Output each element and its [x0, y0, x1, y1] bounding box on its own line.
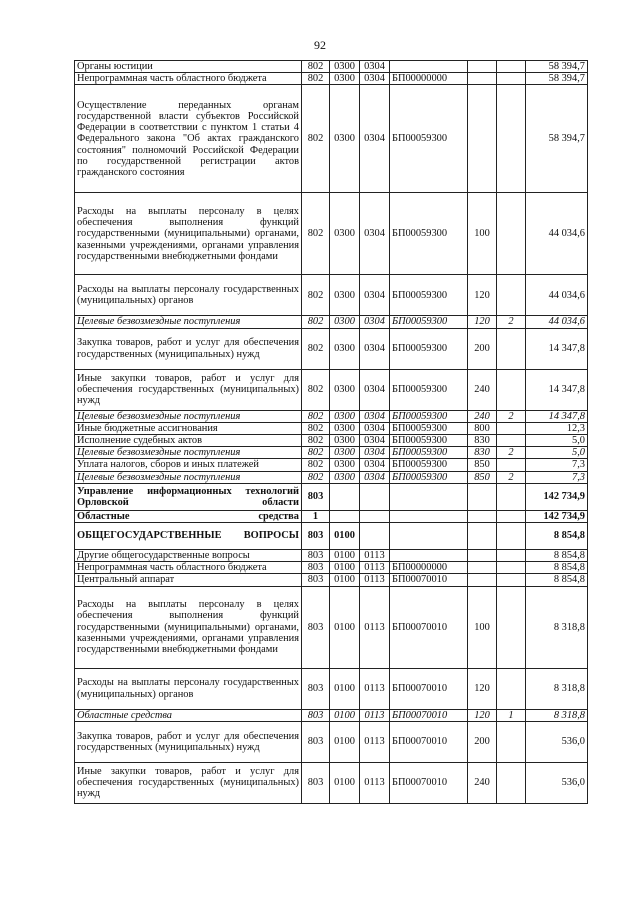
target-article-cell: [390, 550, 468, 562]
section-code-cell: 0300: [330, 459, 360, 471]
table-row: [75, 447, 588, 459]
row-name-cell: Расходы на выплаты персоналу государственных (муниципальных) органов: [75, 275, 302, 316]
source-cell: [497, 562, 526, 574]
amount-cell: 14 347,8: [526, 369, 588, 410]
amount-cell: 142 734,9: [526, 483, 588, 510]
target-article-cell: [390, 523, 468, 550]
target-article-cell: БП00070010: [390, 668, 468, 709]
expense-type-cell: [468, 523, 497, 550]
subsection-code-cell: 0304: [360, 471, 390, 483]
expense-type-cell: 120: [468, 275, 497, 316]
row-name-cell: Целевые безвозмездные поступления: [75, 471, 302, 483]
subsection-code-cell: 0113: [360, 550, 390, 562]
subsection-code-cell: 0113: [360, 762, 390, 803]
section-code-cell: 0100: [330, 574, 360, 586]
ved-code-cell: 803: [302, 574, 330, 586]
row-name-cell: Целевые безвозмездные поступления: [75, 316, 302, 328]
table-row: [75, 550, 588, 562]
table-row: [75, 85, 588, 193]
target-article-cell: БП00059300: [390, 193, 468, 275]
ved-code-cell: 802: [302, 193, 330, 275]
source-cell: [497, 193, 526, 275]
subsection-code-cell: 0113: [360, 709, 390, 721]
ved-code-cell: 802: [302, 328, 330, 369]
ved-code-cell: 802: [302, 459, 330, 471]
row-name-cell: Целевые безвозмездные поступления: [75, 410, 302, 422]
source-cell: [497, 510, 526, 522]
row-name-cell: Областные средства: [75, 510, 302, 522]
ved-code-cell: 802: [302, 369, 330, 410]
table-row: [75, 193, 588, 275]
row-name-cell: Управление информационных технологий Орловской области: [75, 483, 302, 510]
target-article-cell: БП00059300: [390, 471, 468, 483]
amount-cell: 142 734,9: [526, 510, 588, 522]
table-row: [75, 523, 588, 550]
section-code-cell: 0100: [330, 586, 360, 668]
row-name-cell: Целевые безвозмездные поступления: [75, 447, 302, 459]
row-name-cell: Расходы на выплаты персоналу в целях обеспечения выполнения функций государственными (муниципальными) органами, казенными учреждениями, органами управления государственными внебюджетными фондами: [75, 193, 302, 275]
subsection-code-cell: 0304: [360, 459, 390, 471]
target-article-cell: БП00059300: [390, 422, 468, 434]
section-code-cell: 0300: [330, 275, 360, 316]
subsection-code-cell: 0304: [360, 328, 390, 369]
subsection-code-cell: 0304: [360, 410, 390, 422]
section-code-cell: 0100: [330, 562, 360, 574]
subsection-code-cell: 0113: [360, 562, 390, 574]
row-name-cell: Непрограммная часть областного бюджета: [75, 562, 302, 574]
target-article-cell: БП00059300: [390, 328, 468, 369]
ved-code-cell: 802: [302, 435, 330, 447]
page-number: 92: [314, 38, 326, 52]
table-row: [75, 435, 588, 447]
amount-cell: 8 318,8: [526, 668, 588, 709]
section-code-cell: 0300: [330, 316, 360, 328]
target-article-cell: БП00070010: [390, 709, 468, 721]
source-cell: [497, 586, 526, 668]
row-name-cell: Закупка товаров, работ и услуг для обеспечения государственных (муниципальных) нужд: [75, 721, 302, 762]
target-article-cell: БП00059300: [390, 410, 468, 422]
row-name-cell: Органы юстиции: [75, 61, 302, 73]
section-code-cell: [330, 510, 360, 522]
table-row: [75, 668, 588, 709]
subsection-code-cell: [360, 483, 390, 510]
expense-type-cell: 800: [468, 422, 497, 434]
ved-code-cell: 802: [302, 61, 330, 73]
section-code-cell: 0300: [330, 61, 360, 73]
ved-code-cell: 802: [302, 73, 330, 85]
section-code-cell: 0300: [330, 193, 360, 275]
budget-table: [74, 60, 588, 804]
amount-cell: 7,3: [526, 459, 588, 471]
subsection-code-cell: 0304: [360, 275, 390, 316]
target-article-cell: [390, 510, 468, 522]
source-cell: 1: [497, 709, 526, 721]
section-code-cell: 0100: [330, 709, 360, 721]
amount-cell: 12,3: [526, 422, 588, 434]
source-cell: [497, 422, 526, 434]
ved-code-cell: 802: [302, 471, 330, 483]
table-row: [75, 73, 588, 85]
row-name-cell: Уплата налогов, сборов и иных платежей: [75, 459, 302, 471]
expense-type-cell: 850: [468, 471, 497, 483]
source-cell: 2: [497, 410, 526, 422]
amount-cell: 8 854,8: [526, 574, 588, 586]
ved-code-cell: 803: [302, 762, 330, 803]
amount-cell: 8 318,8: [526, 586, 588, 668]
table-row: [75, 422, 588, 434]
row-name-cell: Закупка товаров, работ и услуг для обеспечения государственных (муниципальных) нужд: [75, 328, 302, 369]
expense-type-cell: 200: [468, 721, 497, 762]
section-code-cell: 0300: [330, 73, 360, 85]
table-row: [75, 762, 588, 803]
target-article-cell: БП00059300: [390, 447, 468, 459]
row-name-cell: Иные бюджетные ассигнования: [75, 422, 302, 434]
amount-cell: 8 854,8: [526, 562, 588, 574]
section-code-cell: 0100: [330, 523, 360, 550]
subsection-code-cell: 0113: [360, 574, 390, 586]
table-row: [75, 316, 588, 328]
row-name-cell: Областные средства: [75, 709, 302, 721]
ved-code-cell: 803: [302, 709, 330, 721]
target-article-cell: БП00059300: [390, 275, 468, 316]
amount-cell: 14 347,8: [526, 328, 588, 369]
subsection-code-cell: [360, 523, 390, 550]
expense-type-cell: 120: [468, 668, 497, 709]
source-cell: [497, 574, 526, 586]
source-cell: 2: [497, 471, 526, 483]
subsection-code-cell: 0304: [360, 447, 390, 459]
target-article-cell: [390, 483, 468, 510]
ved-code-cell: 1: [302, 510, 330, 522]
section-code-cell: 0100: [330, 721, 360, 762]
section-code-cell: 0300: [330, 435, 360, 447]
source-cell: [497, 550, 526, 562]
target-article-cell: БП00070010: [390, 574, 468, 586]
expense-type-cell: 120: [468, 709, 497, 721]
section-code-cell: 0100: [330, 668, 360, 709]
expense-type-cell: [468, 562, 497, 574]
table-row: [75, 709, 588, 721]
target-article-cell: БП00070010: [390, 721, 468, 762]
row-name-cell: Расходы на выплаты персоналу государственных (муниципальных) органов: [75, 668, 302, 709]
target-article-cell: БП00059300: [390, 459, 468, 471]
amount-cell: 536,0: [526, 762, 588, 803]
source-cell: [497, 275, 526, 316]
subsection-code-cell: 0304: [360, 435, 390, 447]
row-name-cell: Расходы на выплаты персоналу в целях обеспечения выполнения функций государственными (муниципальными) органами, казенными учреждениями, органами управления государственными внебюджетными фондами: [75, 586, 302, 668]
subsection-code-cell: 0304: [360, 193, 390, 275]
section-code-cell: 0300: [330, 422, 360, 434]
table-row: [75, 483, 588, 510]
expense-type-cell: [468, 510, 497, 522]
target-article-cell: БП00059300: [390, 369, 468, 410]
ved-code-cell: 803: [302, 550, 330, 562]
amount-cell: 44 034,6: [526, 193, 588, 275]
source-cell: [497, 523, 526, 550]
target-article-cell: БП00059300: [390, 316, 468, 328]
section-code-cell: 0300: [330, 369, 360, 410]
subsection-code-cell: 0113: [360, 586, 390, 668]
table-row: [75, 61, 588, 73]
ved-code-cell: 802: [302, 85, 330, 193]
ved-code-cell: 803: [302, 523, 330, 550]
target-article-cell: БП00070010: [390, 586, 468, 668]
subsection-code-cell: 0113: [360, 721, 390, 762]
amount-cell: 58 394,7: [526, 85, 588, 193]
amount-cell: 44 034,6: [526, 316, 588, 328]
amount-cell: 8 854,8: [526, 550, 588, 562]
section-code-cell: 0100: [330, 762, 360, 803]
source-cell: [497, 328, 526, 369]
table-row: [75, 410, 588, 422]
table-row: [75, 721, 588, 762]
expense-type-cell: 830: [468, 447, 497, 459]
section-code-cell: 0300: [330, 328, 360, 369]
table-row: [75, 369, 588, 410]
expense-type-cell: 200: [468, 328, 497, 369]
source-cell: [497, 762, 526, 803]
table-row: [75, 562, 588, 574]
ved-code-cell: 803: [302, 586, 330, 668]
subsection-code-cell: [360, 510, 390, 522]
expense-type-cell: [468, 73, 497, 85]
target-article-cell: БП00059300: [390, 435, 468, 447]
expense-type-cell: 830: [468, 435, 497, 447]
amount-cell: 7,3: [526, 471, 588, 483]
amount-cell: 5,0: [526, 447, 588, 459]
section-code-cell: 0300: [330, 447, 360, 459]
expense-type-cell: 120: [468, 316, 497, 328]
ved-code-cell: 802: [302, 410, 330, 422]
expense-type-cell: [468, 574, 497, 586]
amount-cell: 8 318,8: [526, 709, 588, 721]
source-cell: [497, 435, 526, 447]
expense-type-cell: [468, 85, 497, 193]
section-code-cell: 0100: [330, 550, 360, 562]
table-row: [75, 471, 588, 483]
source-cell: [497, 369, 526, 410]
section-code-cell: 0300: [330, 410, 360, 422]
target-article-cell: БП00070010: [390, 762, 468, 803]
table-row: [75, 275, 588, 316]
expense-type-cell: 240: [468, 410, 497, 422]
expense-type-cell: 100: [468, 586, 497, 668]
subsection-code-cell: 0304: [360, 316, 390, 328]
ved-code-cell: 802: [302, 316, 330, 328]
section-code-cell: 0300: [330, 471, 360, 483]
amount-cell: 14 347,8: [526, 410, 588, 422]
target-article-cell: БП00000000: [390, 73, 468, 85]
ved-code-cell: 803: [302, 483, 330, 510]
subsection-code-cell: 0304: [360, 73, 390, 85]
expense-type-cell: 100: [468, 193, 497, 275]
source-cell: [497, 73, 526, 85]
table-row: [75, 574, 588, 586]
subsection-code-cell: 0304: [360, 422, 390, 434]
row-name-cell: Иные закупки товаров, работ и услуг для обеспечения государственных (муниципальных) нужд: [75, 369, 302, 410]
target-article-cell: БП00059300: [390, 85, 468, 193]
target-article-cell: [390, 61, 468, 73]
ved-code-cell: 803: [302, 668, 330, 709]
row-name-cell: ОБЩЕГОСУДАРСТВЕННЫЕ ВОПРОСЫ: [75, 523, 302, 550]
expense-type-cell: 240: [468, 762, 497, 803]
source-cell: [497, 668, 526, 709]
ved-code-cell: 803: [302, 562, 330, 574]
table-body: [75, 61, 588, 804]
expense-type-cell: [468, 483, 497, 510]
expense-type-cell: 240: [468, 369, 497, 410]
table-row: [75, 510, 588, 522]
target-article-cell: БП00000000: [390, 562, 468, 574]
row-name-cell: Непрограммная часть областного бюджета: [75, 73, 302, 85]
expense-type-cell: 850: [468, 459, 497, 471]
source-cell: [497, 85, 526, 193]
source-cell: 2: [497, 316, 526, 328]
source-cell: [497, 483, 526, 510]
ved-code-cell: 802: [302, 422, 330, 434]
row-name-cell: Исполнение судебных актов: [75, 435, 302, 447]
amount-cell: 536,0: [526, 721, 588, 762]
table-row: [75, 459, 588, 471]
source-cell: [497, 61, 526, 73]
subsection-code-cell: 0304: [360, 369, 390, 410]
ved-code-cell: 802: [302, 447, 330, 459]
row-name-cell: Другие общегосударственные вопросы: [75, 550, 302, 562]
ved-code-cell: 802: [302, 275, 330, 316]
expense-type-cell: [468, 61, 497, 73]
table-row: [75, 328, 588, 369]
source-cell: 2: [497, 447, 526, 459]
row-name-cell: Центральный аппарат: [75, 574, 302, 586]
subsection-code-cell: 0304: [360, 61, 390, 73]
amount-cell: 58 394,7: [526, 61, 588, 73]
row-name-cell: Осуществление переданных органам государственной власти субъектов Российской Федерации в соответствии с пунктом 1 статьи 4 Федерального закона "Об актах гражданского состояния" полномочий Российской Федерации по государственной регистрации актов гражданского состояния: [75, 85, 302, 193]
amount-cell: 8 854,8: [526, 523, 588, 550]
amount-cell: 5,0: [526, 435, 588, 447]
source-cell: [497, 721, 526, 762]
section-code-cell: 0300: [330, 85, 360, 193]
subsection-code-cell: 0113: [360, 668, 390, 709]
amount-cell: 58 394,7: [526, 73, 588, 85]
source-cell: [497, 459, 526, 471]
amount-cell: 44 034,6: [526, 275, 588, 316]
table-row: [75, 586, 588, 668]
ved-code-cell: 803: [302, 721, 330, 762]
section-code-cell: [330, 483, 360, 510]
expense-type-cell: [468, 550, 497, 562]
subsection-code-cell: 0304: [360, 85, 390, 193]
row-name-cell: Иные закупки товаров, работ и услуг для обеспечения государственных (муниципальных) нужд: [75, 762, 302, 803]
